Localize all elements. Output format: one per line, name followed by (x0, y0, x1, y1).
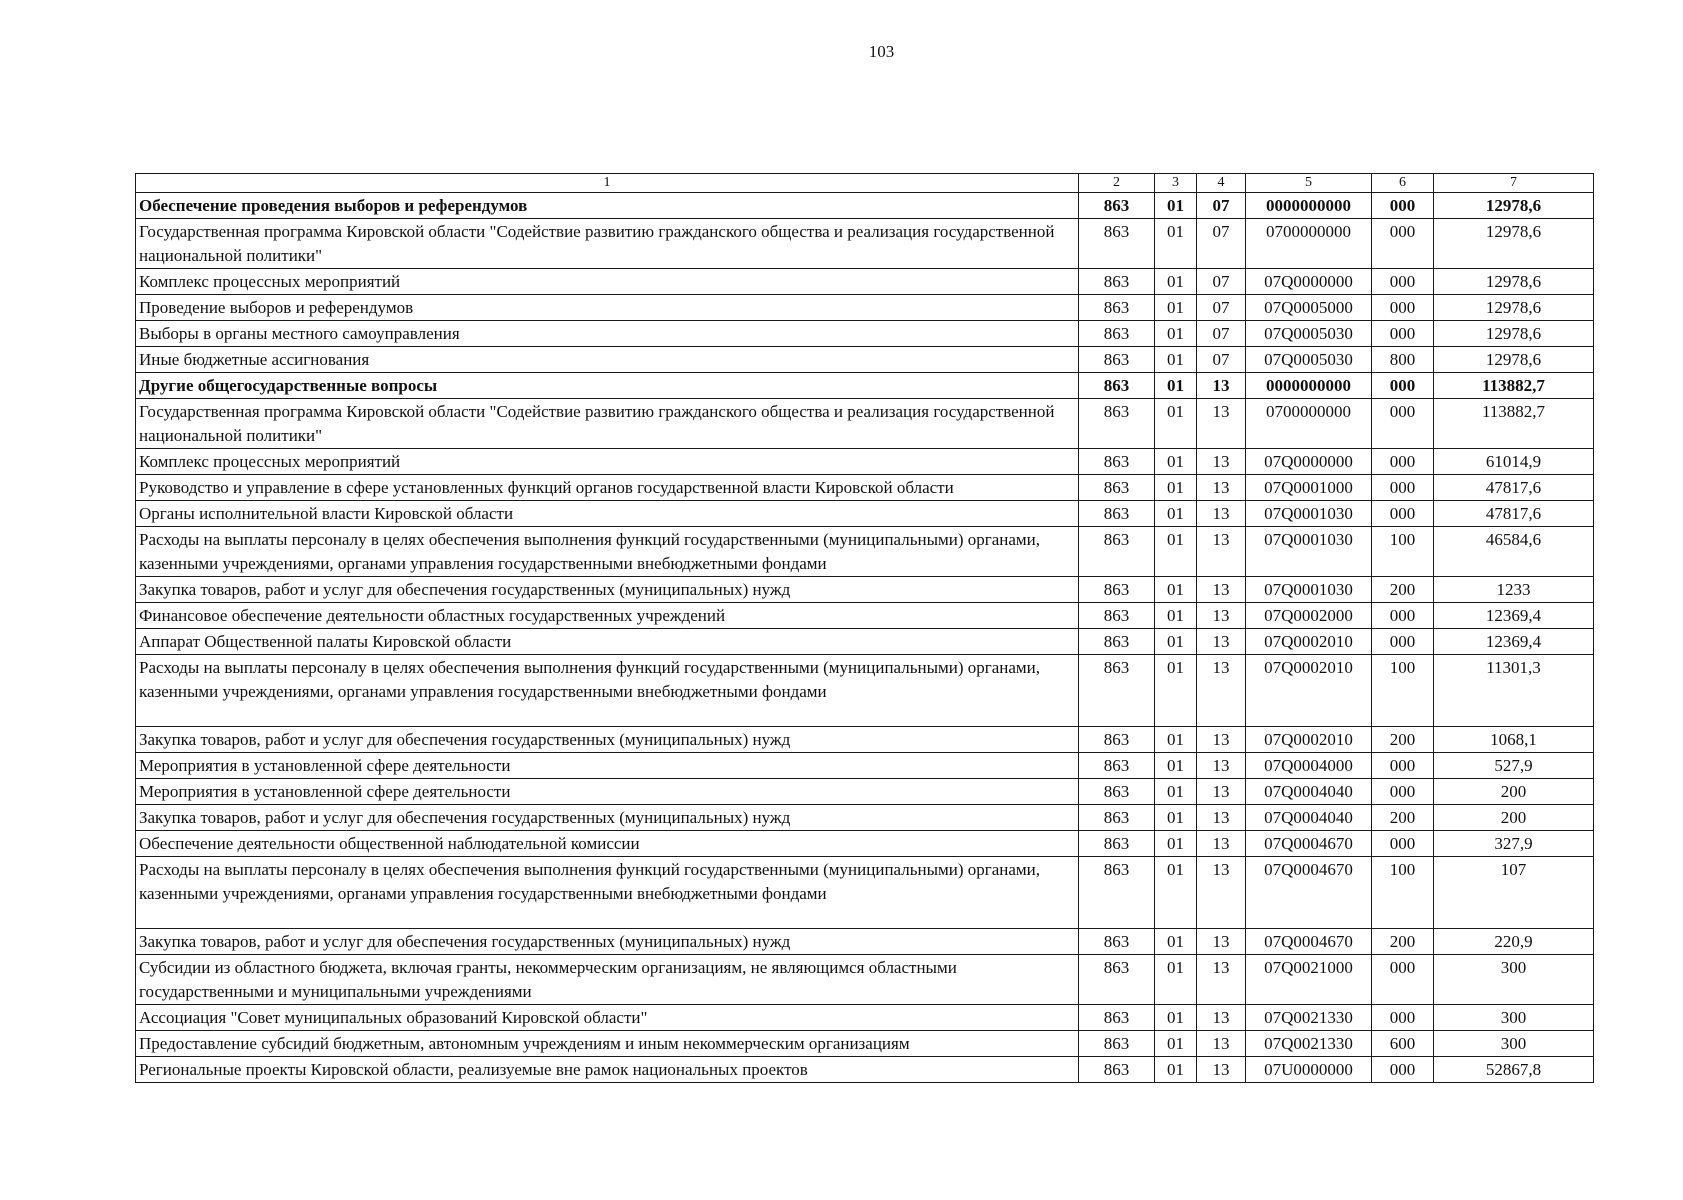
row-description: Мероприятия в установленной сфере деятельности (136, 779, 1079, 805)
cell-code-3: 01 (1155, 1057, 1197, 1083)
cell-code-3: 01 (1155, 629, 1197, 655)
cell-amount: 327,9 (1434, 831, 1594, 857)
budget-table (135, 173, 1594, 1083)
header-cell: 1 (136, 174, 1079, 193)
cell-amount: 11301,3 (1434, 655, 1594, 727)
cell-amount: 113882,7 (1434, 373, 1594, 399)
cell-code-2: 863 (1079, 577, 1155, 603)
row-description: Ассоциация "Совет муниципальных образований Кировской области" (136, 1005, 1079, 1031)
cell-code-6: 000 (1372, 603, 1434, 629)
cell-amount: 527,9 (1434, 753, 1594, 779)
table-row (136, 805, 1594, 831)
cell-code-3: 01 (1155, 347, 1197, 373)
cell-code-2: 863 (1079, 1005, 1155, 1031)
cell-code-2: 863 (1079, 1031, 1155, 1057)
cell-amount: 52867,8 (1434, 1057, 1594, 1083)
cell-code-3: 01 (1155, 929, 1197, 955)
cell-code-4: 07 (1197, 219, 1246, 269)
row-description: Финансовое обеспечение деятельности областных государственных учреждений (136, 603, 1079, 629)
row-description: Государственная программа Кировской области "Содействие развитию гражданского общества и реализация государственной национальной политики" (136, 399, 1079, 449)
cell-code-2: 863 (1079, 399, 1155, 449)
header-cell: 3 (1155, 174, 1197, 193)
row-description: Комплекс процессных мероприятий (136, 269, 1079, 295)
cell-amount: 220,9 (1434, 929, 1594, 955)
cell-code-5: 07Q0004670 (1246, 929, 1372, 955)
cell-code-3: 01 (1155, 373, 1197, 399)
table-row (136, 373, 1594, 399)
cell-code-3: 01 (1155, 475, 1197, 501)
cell-code-2: 863 (1079, 727, 1155, 753)
table-row (136, 219, 1594, 269)
row-description: Руководство и управление в сфере установленных функций органов государственной власти Кировской области (136, 475, 1079, 501)
cell-code-5: 07Q0021330 (1246, 1031, 1372, 1057)
row-description: Закупка товаров, работ и услуг для обеспечения государственных (муниципальных) нужд (136, 577, 1079, 603)
cell-code-6: 600 (1372, 1031, 1434, 1057)
cell-code-4: 13 (1197, 1005, 1246, 1031)
cell-code-2: 863 (1079, 321, 1155, 347)
page-number: 103 (868, 42, 895, 61)
table-row (136, 603, 1594, 629)
cell-code-2: 863 (1079, 527, 1155, 577)
cell-code-5: 07Q0000000 (1246, 449, 1372, 475)
cell-code-2: 863 (1079, 347, 1155, 373)
cell-code-6: 000 (1372, 321, 1434, 347)
cell-code-2: 863 (1079, 295, 1155, 321)
header-cell: 6 (1372, 174, 1434, 193)
cell-code-5: 07Q0005030 (1246, 321, 1372, 347)
cell-code-4: 13 (1197, 399, 1246, 449)
header-cell: 5 (1246, 174, 1372, 193)
cell-amount: 12978,6 (1434, 219, 1594, 269)
cell-code-3: 01 (1155, 577, 1197, 603)
cell-code-6: 000 (1372, 831, 1434, 857)
row-description: Субсидии из областного бюджета, включая гранты, некоммерческим организациям, не являющимся областными государственными и муниципальными учреждениями (136, 955, 1079, 1005)
cell-code-4: 13 (1197, 857, 1246, 929)
cell-code-5: 07Q0001030 (1246, 577, 1372, 603)
table-row (136, 929, 1594, 955)
row-description: Закупка товаров, работ и услуг для обеспечения государственных (муниципальных) нужд (136, 727, 1079, 753)
cell-code-5: 07Q0021330 (1246, 1005, 1372, 1031)
cell-code-3: 01 (1155, 955, 1197, 1005)
cell-amount: 113882,7 (1434, 399, 1594, 449)
cell-code-5: 07Q0004670 (1246, 831, 1372, 857)
cell-amount: 12978,6 (1434, 193, 1594, 219)
table-row (136, 347, 1594, 373)
cell-amount: 1233 (1434, 577, 1594, 603)
cell-code-4: 07 (1197, 321, 1246, 347)
table-row (136, 295, 1594, 321)
table-row (136, 629, 1594, 655)
cell-code-5: 07Q0005030 (1246, 347, 1372, 373)
cell-amount: 300 (1434, 955, 1594, 1005)
cell-code-4: 13 (1197, 603, 1246, 629)
cell-code-3: 01 (1155, 219, 1197, 269)
row-description: Другие общегосударственные вопросы (136, 373, 1079, 399)
row-description: Закупка товаров, работ и услуг для обеспечения государственных (муниципальных) нужд (136, 805, 1079, 831)
cell-code-5: 0000000000 (1246, 193, 1372, 219)
table-row (136, 779, 1594, 805)
cell-code-6: 000 (1372, 295, 1434, 321)
cell-code-3: 01 (1155, 501, 1197, 527)
cell-code-3: 01 (1155, 753, 1197, 779)
cell-amount: 200 (1434, 805, 1594, 831)
cell-code-5: 07Q0002010 (1246, 629, 1372, 655)
cell-code-6: 000 (1372, 629, 1434, 655)
cell-code-2: 863 (1079, 501, 1155, 527)
cell-code-4: 13 (1197, 527, 1246, 577)
cell-code-3: 01 (1155, 805, 1197, 831)
cell-code-6: 000 (1372, 219, 1434, 269)
cell-code-6: 000 (1372, 1005, 1434, 1031)
cell-code-3: 01 (1155, 857, 1197, 929)
cell-code-5: 07Q0004670 (1246, 857, 1372, 929)
row-description: Закупка товаров, работ и услуг для обеспечения государственных (муниципальных) нужд (136, 929, 1079, 955)
cell-code-5: 07Q0004040 (1246, 779, 1372, 805)
cell-code-5: 07Q0002000 (1246, 603, 1372, 629)
cell-code-4: 13 (1197, 449, 1246, 475)
row-description: Региональные проекты Кировской области, реализуемые вне рамок национальных проектов (136, 1057, 1079, 1083)
cell-code-5: 0000000000 (1246, 373, 1372, 399)
header-cell: 4 (1197, 174, 1246, 193)
cell-code-6: 200 (1372, 577, 1434, 603)
table-row (136, 501, 1594, 527)
cell-code-4: 13 (1197, 475, 1246, 501)
cell-code-2: 863 (1079, 929, 1155, 955)
cell-code-5: 07U0000000 (1246, 1057, 1372, 1083)
cell-code-4: 13 (1197, 655, 1246, 727)
cell-code-2: 863 (1079, 373, 1155, 399)
cell-code-6: 000 (1372, 779, 1434, 805)
row-description: Комплекс процессных мероприятий (136, 449, 1079, 475)
table-row (136, 1031, 1594, 1057)
cell-code-3: 01 (1155, 449, 1197, 475)
table-header-row (136, 174, 1594, 193)
row-description: Предоставление субсидий бюджетным, автономным учреждениям и иным некоммерческим организациям (136, 1031, 1079, 1057)
cell-code-5: 07Q0002010 (1246, 727, 1372, 753)
cell-code-4: 13 (1197, 955, 1246, 1005)
cell-code-2: 863 (1079, 193, 1155, 219)
cell-code-4: 13 (1197, 929, 1246, 955)
cell-code-5: 07Q0021000 (1246, 955, 1372, 1005)
cell-code-6: 200 (1372, 727, 1434, 753)
row-description: Аппарат Общественной палаты Кировской области (136, 629, 1079, 655)
cell-code-2: 863 (1079, 955, 1155, 1005)
cell-code-2: 863 (1079, 1057, 1155, 1083)
table-row (136, 475, 1594, 501)
cell-code-6: 800 (1372, 347, 1434, 373)
cell-code-3: 01 (1155, 193, 1197, 219)
table-row (136, 269, 1594, 295)
row-description: Иные бюджетные ассигнования (136, 347, 1079, 373)
cell-code-2: 863 (1079, 475, 1155, 501)
cell-code-2: 863 (1079, 219, 1155, 269)
cell-code-4: 13 (1197, 1057, 1246, 1083)
cell-code-4: 13 (1197, 805, 1246, 831)
cell-code-5: 07Q0001030 (1246, 527, 1372, 577)
cell-amount: 12978,6 (1434, 295, 1594, 321)
cell-code-6: 000 (1372, 955, 1434, 1005)
table-row (136, 727, 1594, 753)
cell-code-4: 07 (1197, 193, 1246, 219)
cell-code-3: 01 (1155, 603, 1197, 629)
cell-amount: 61014,9 (1434, 449, 1594, 475)
cell-code-5: 0700000000 (1246, 399, 1372, 449)
cell-code-6: 000 (1372, 399, 1434, 449)
cell-code-2: 863 (1079, 857, 1155, 929)
table-row (136, 449, 1594, 475)
table-row (136, 321, 1594, 347)
table-row (136, 831, 1594, 857)
cell-code-3: 01 (1155, 727, 1197, 753)
cell-code-4: 13 (1197, 1031, 1246, 1057)
row-description: Выборы в органы местного самоуправления (136, 321, 1079, 347)
row-description: Государственная программа Кировской области "Содействие развитию гражданского общества и реализация государственной национальной политики" (136, 219, 1079, 269)
row-description: Обеспечение проведения выборов и референдумов (136, 193, 1079, 219)
cell-code-3: 01 (1155, 1031, 1197, 1057)
cell-code-4: 07 (1197, 295, 1246, 321)
cell-code-2: 863 (1079, 779, 1155, 805)
cell-code-3: 01 (1155, 655, 1197, 727)
cell-amount: 46584,6 (1434, 527, 1594, 577)
cell-code-5: 0700000000 (1246, 219, 1372, 269)
table-row (136, 857, 1594, 929)
cell-code-5: 07Q0004040 (1246, 805, 1372, 831)
table-row (136, 193, 1594, 219)
cell-code-2: 863 (1079, 831, 1155, 857)
cell-code-5: 07Q0001030 (1246, 501, 1372, 527)
cell-code-3: 01 (1155, 831, 1197, 857)
cell-code-6: 200 (1372, 929, 1434, 955)
cell-code-6: 000 (1372, 753, 1434, 779)
cell-code-4: 13 (1197, 501, 1246, 527)
row-description: Расходы на выплаты персоналу в целях обеспечения выполнения функций государственными (муниципальными) органами, казенными учреждениями, органами управления государственными внебюджетными фондами (136, 655, 1079, 727)
cell-code-4: 13 (1197, 727, 1246, 753)
cell-amount: 47817,6 (1434, 475, 1594, 501)
cell-code-4: 13 (1197, 629, 1246, 655)
row-description: Расходы на выплаты персоналу в целях обеспечения выполнения функций государственными (муниципальными) органами, казенными учреждениями, органами управления государственными внебюджетными фондами (136, 857, 1079, 929)
table-row (136, 1005, 1594, 1031)
cell-code-4: 13 (1197, 831, 1246, 857)
cell-code-2: 863 (1079, 655, 1155, 727)
cell-code-4: 07 (1197, 269, 1246, 295)
cell-code-4: 13 (1197, 373, 1246, 399)
cell-code-6: 200 (1372, 805, 1434, 831)
cell-code-6: 000 (1372, 1057, 1434, 1083)
cell-code-5: 07Q0005000 (1246, 295, 1372, 321)
cell-code-3: 01 (1155, 1005, 1197, 1031)
cell-code-6: 000 (1372, 475, 1434, 501)
cell-amount: 47817,6 (1434, 501, 1594, 527)
cell-code-2: 863 (1079, 753, 1155, 779)
cell-code-2: 863 (1079, 629, 1155, 655)
header-cell: 7 (1434, 174, 1594, 193)
cell-code-5: 07Q0001000 (1246, 475, 1372, 501)
cell-code-3: 01 (1155, 779, 1197, 805)
cell-code-4: 13 (1197, 753, 1246, 779)
cell-code-6: 000 (1372, 501, 1434, 527)
table-row (136, 527, 1594, 577)
row-description: Органы исполнительной власти Кировской области (136, 501, 1079, 527)
cell-code-3: 01 (1155, 269, 1197, 295)
cell-code-5: 07Q0002010 (1246, 655, 1372, 727)
cell-code-3: 01 (1155, 321, 1197, 347)
cell-amount: 12978,6 (1434, 269, 1594, 295)
cell-code-5: 07Q0004000 (1246, 753, 1372, 779)
cell-code-6: 000 (1372, 193, 1434, 219)
cell-amount: 12978,6 (1434, 347, 1594, 373)
table-row (136, 955, 1594, 1005)
cell-code-4: 13 (1197, 779, 1246, 805)
cell-amount: 200 (1434, 779, 1594, 805)
cell-code-2: 863 (1079, 269, 1155, 295)
cell-amount: 12978,6 (1434, 321, 1594, 347)
cell-code-3: 01 (1155, 295, 1197, 321)
cell-amount: 300 (1434, 1005, 1594, 1031)
cell-code-6: 000 (1372, 269, 1434, 295)
cell-amount: 12369,4 (1434, 629, 1594, 655)
cell-code-5: 07Q0000000 (1246, 269, 1372, 295)
cell-amount: 300 (1434, 1031, 1594, 1057)
cell-code-3: 01 (1155, 399, 1197, 449)
table-row (136, 753, 1594, 779)
cell-code-6: 000 (1372, 449, 1434, 475)
cell-code-6: 000 (1372, 373, 1434, 399)
row-description: Расходы на выплаты персоналу в целях обеспечения выполнения функций государственными (муниципальными) органами, казенными учреждениями, органами управления государственными внебюджетными фондами (136, 527, 1079, 577)
cell-code-6: 100 (1372, 655, 1434, 727)
cell-code-4: 13 (1197, 577, 1246, 603)
cell-code-2: 863 (1079, 603, 1155, 629)
header-cell: 2 (1079, 174, 1155, 193)
cell-code-3: 01 (1155, 527, 1197, 577)
table-row (136, 1057, 1594, 1083)
row-description: Проведение выборов и референдумов (136, 295, 1079, 321)
cell-amount: 107 (1434, 857, 1594, 929)
cell-code-4: 07 (1197, 347, 1246, 373)
table-row (136, 399, 1594, 449)
cell-code-6: 100 (1372, 527, 1434, 577)
cell-code-6: 100 (1372, 857, 1434, 929)
row-description: Обеспечение деятельности общественной наблюдательной комиссии (136, 831, 1079, 857)
row-description: Мероприятия в установленной сфере деятельности (136, 753, 1079, 779)
cell-amount: 12369,4 (1434, 603, 1594, 629)
table-row (136, 655, 1594, 727)
cell-amount: 1068,1 (1434, 727, 1594, 753)
cell-code-2: 863 (1079, 805, 1155, 831)
cell-code-2: 863 (1079, 449, 1155, 475)
table-row (136, 577, 1594, 603)
